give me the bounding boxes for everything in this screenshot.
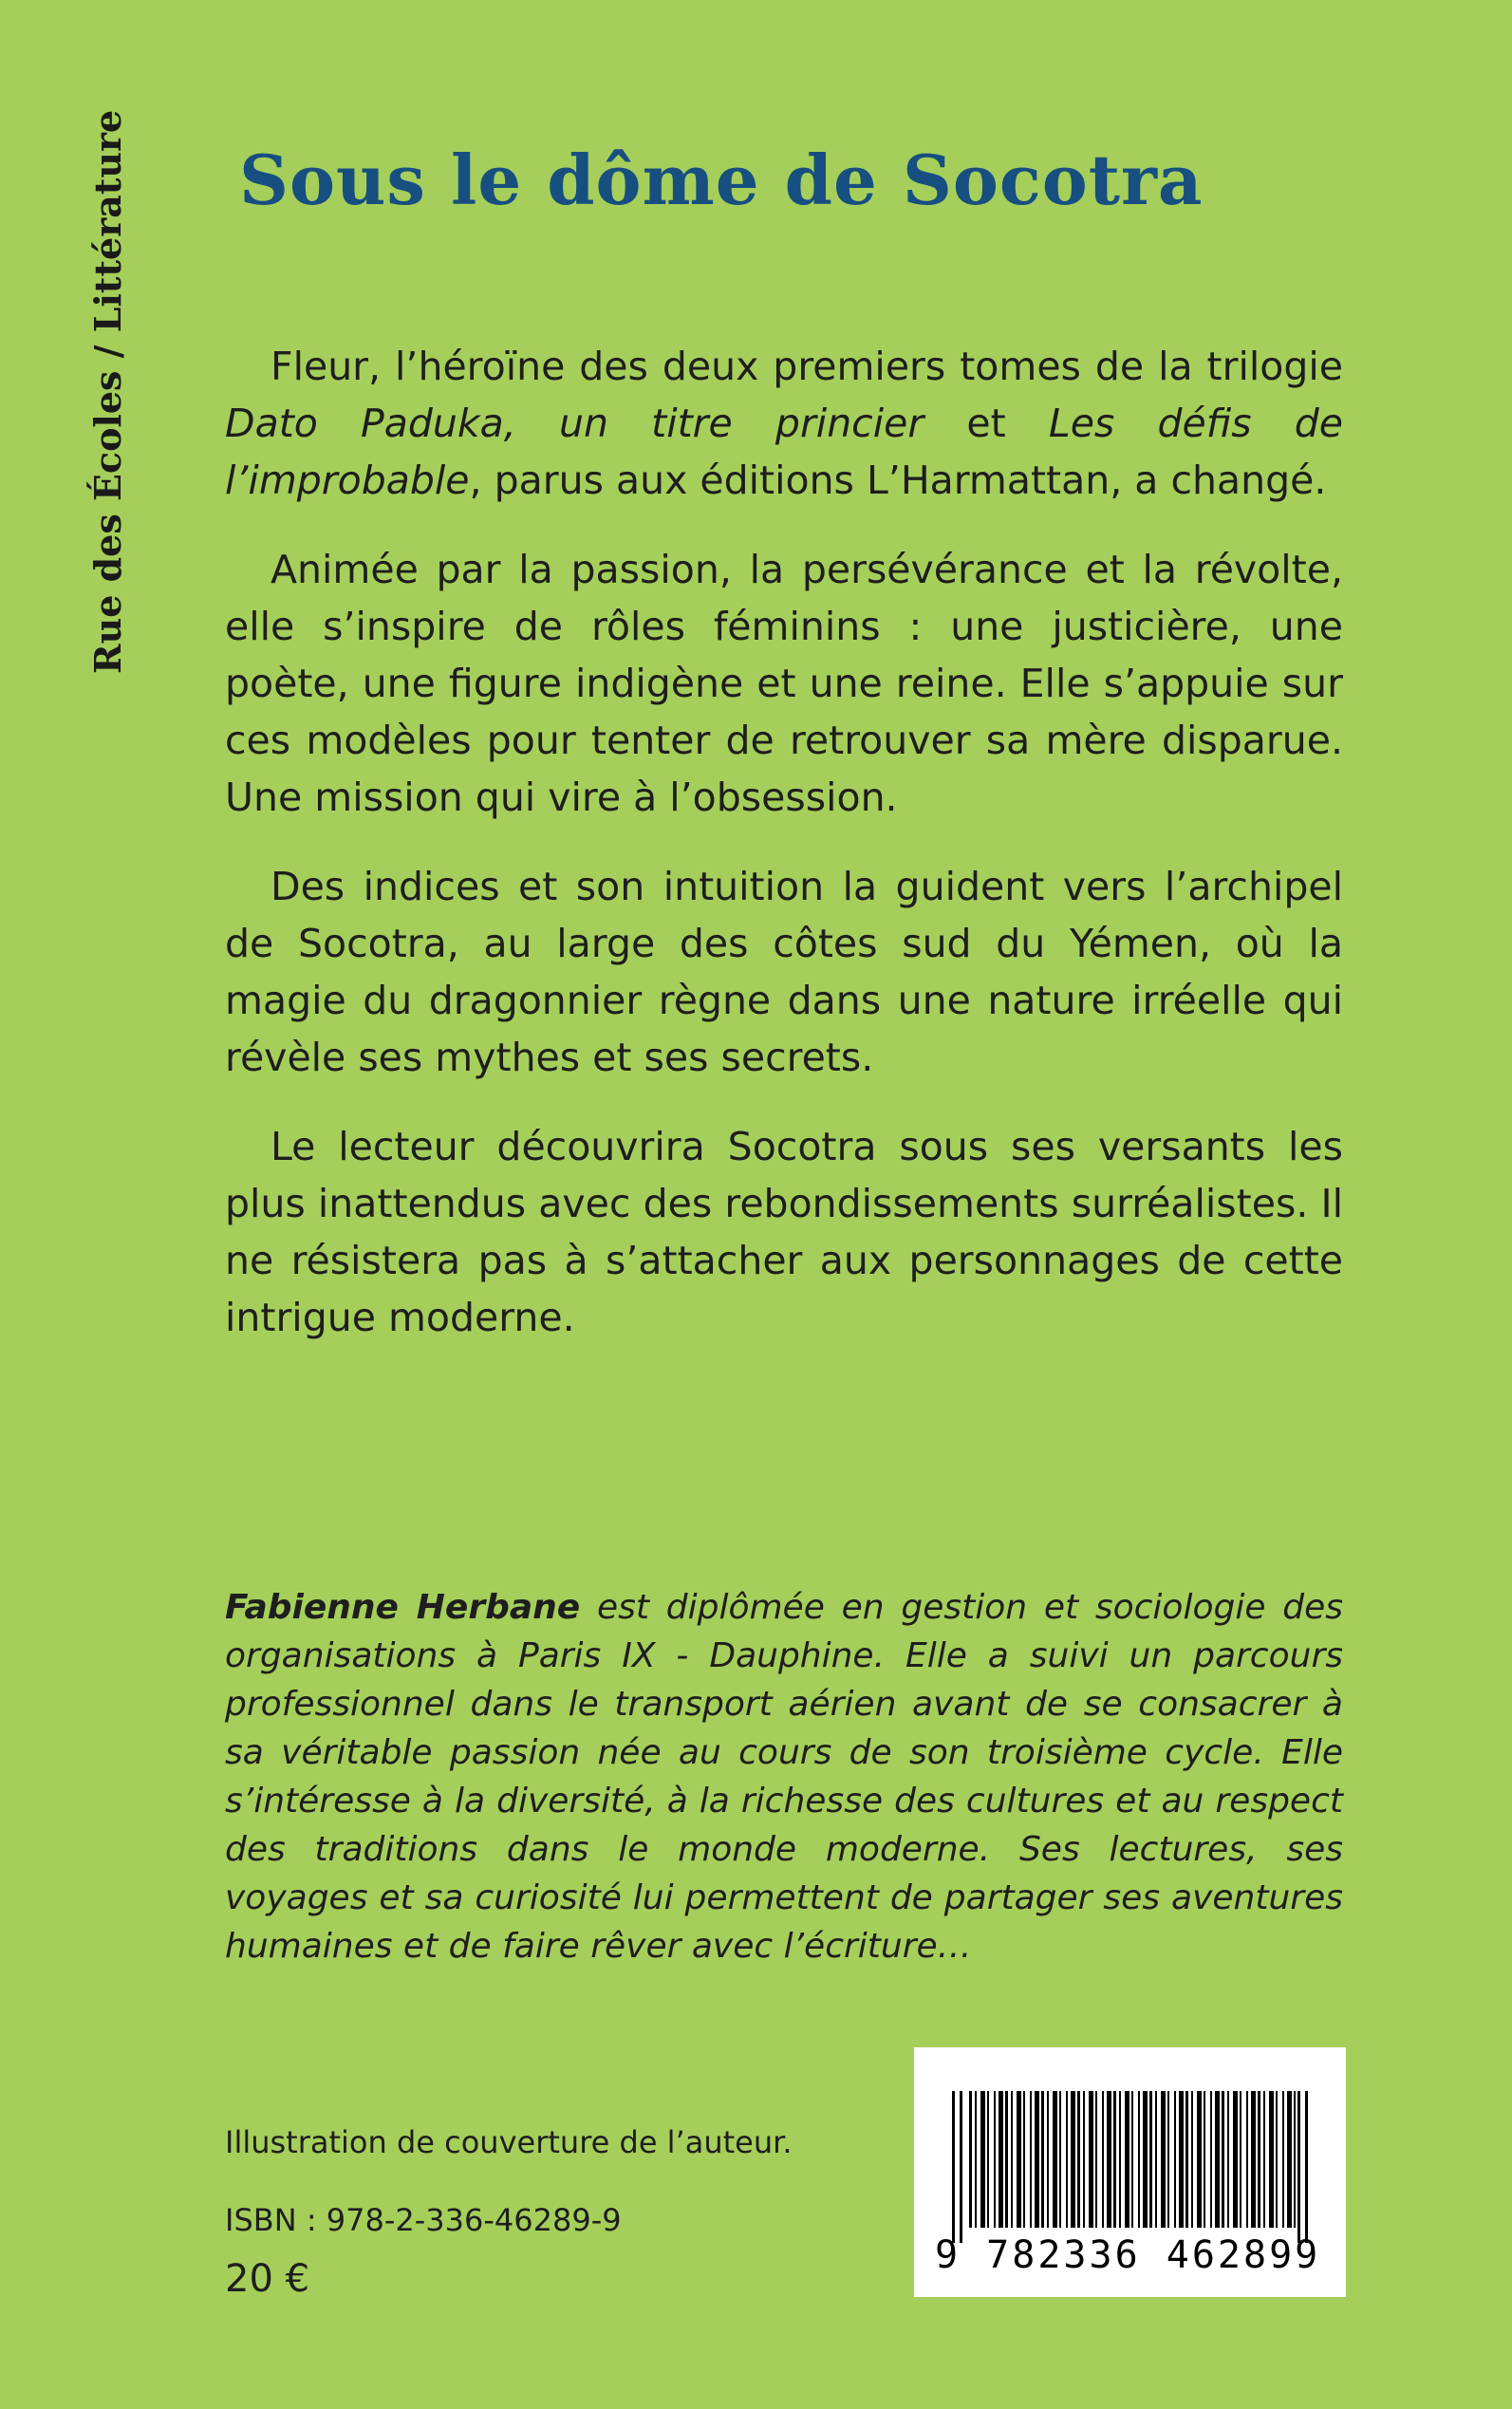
author-bio-text: est diplômée en gestion et sociologie des organisations à Paris IX - Dauphine. Elle a suivi un parcours professionnel dans le transport aérien avant de se consacrer à sa véritable passion née au cours de son troisième cycle. Elle s’intéresse à la diversité, à la richesse des cultures et au respect des traditions dans le monde moderne. Ses lectures, ses voyages et sa curiosité lui permettent de partager ses aventures humaines et de faire rêver avec l’écriture… [225,1588,1343,1966]
illustration-credit: Illustration de couverture de l’auteur. [225,2124,793,2160]
barcode-guard-left [952,2091,965,2243]
summary-paragraph-2: Animée par la passion, la persévérance et la révolte, elle s’inspire de rôles féminins : une justicière, une poète, une figure indigène et une reine. Elle s’appuie sur ces modèles pour tenter de retrouver sa mère disparue. Une mission qui vire à l’obsession. [225,547,1343,820]
collection-name: Rue des Écoles / Littérature [86,109,129,674]
spine-collection-label [61,109,129,693]
isbn: ISBN : 978-2-336-46289-9 [225,2202,622,2238]
price: 20 € [225,2257,310,2301]
book-reference-title: Les défis de l’improbable [225,401,1343,503]
barcode-bars [969,2091,1296,2228]
summary-text: et [924,401,1049,446]
summary-paragraph-1 [225,338,1343,509]
summary-paragraph-3: Des indices et son intuition la guident vers l’archipel de Socotra, au large des côtes sud du Yémen, où la magie du dragonnier règne dans une nature irréelle qui révèle ses mythes et ses secrets. [225,864,1343,1080]
summary-paragraph-4: Le lecteur découvrira Socotra sous ses versants les plus inattendus avec des rebondissements surréalistes. Il ne résistera pas à s’attacher aux personnages de cette intrigue moderne. [225,1124,1343,1340]
summary-text: Fleur, l’héroïne des deux premiers tomes de la trilogie [271,344,1343,389]
book-reference-title: Dato Paduka, un titre princier [225,401,924,446]
author-bio [225,1583,1343,1970]
author-name: Fabienne Herbane [225,1588,581,1627]
book-title: Sous le dôme de Socotra [239,140,1204,220]
barcode [914,2047,1346,2297]
summary-text: , parus aux éditions L’Harmattan, a changé. [469,458,1327,503]
book-summary [225,338,1343,1378]
barcode-guard-right [1297,2091,1311,2243]
barcode-digits: 9 782336 462899 [935,2233,1321,2277]
